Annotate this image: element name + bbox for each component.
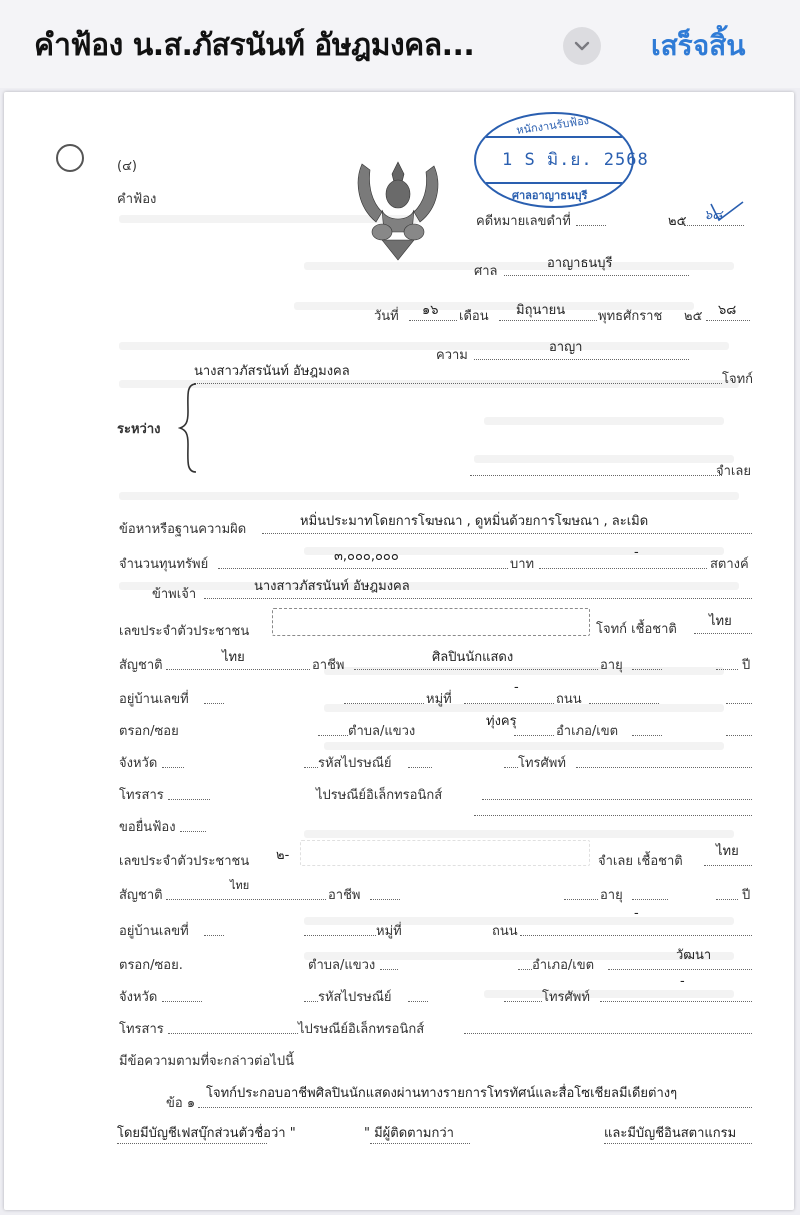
defendant-nationality: ไทย [230, 879, 250, 892]
day-value: ๑๖ [422, 303, 439, 318]
defendant-nationality-label: สัญชาติ [119, 888, 163, 903]
dotted-line [344, 702, 424, 704]
dotted-line [166, 668, 310, 670]
bleed-through [119, 582, 739, 590]
claim-label: จำนวนทุนทรัพย์ [119, 557, 209, 572]
chevron-down-icon [574, 41, 590, 51]
year-suffix: ๖๘ [718, 303, 737, 318]
title-menu-button[interactable] [563, 27, 601, 65]
dotted-line [304, 766, 318, 768]
dotted-line [304, 934, 376, 936]
dotted-line [564, 898, 598, 900]
day-label: วันที่ [374, 309, 399, 324]
dotted-line [504, 274, 689, 276]
defendant-id-label: เลขประจำตัวประชาชน [119, 854, 250, 869]
plaintiff-age-label: อายุ [600, 658, 623, 673]
clause-1-label: ข้อ ๑ [166, 1096, 196, 1111]
claim-value: ๓,๐๐๐,๐๐๐ [334, 549, 399, 564]
dotted-line [504, 766, 518, 768]
year-prefix: ๒๕ [684, 309, 703, 324]
dotted-line [304, 1000, 318, 1002]
plaintiff-soi-label: ตรอก/ซอย [119, 724, 179, 739]
charge-value: หมิ่นประมาทโดยการโฆษณา , ดูหมิ่นด้วยการโฆษณา , ละเมิด [300, 514, 649, 529]
dotted-line [166, 898, 326, 900]
plaintiff-id-label: เลขประจำตัวประชาชน [119, 624, 250, 639]
stamp-date: 1 S มิ.ย. 2568 [502, 150, 649, 170]
defendant-moo-label: หมู่ที่ [376, 924, 402, 939]
sue-label: ขอยื่นฟ้อง [119, 820, 176, 835]
dotted-line [318, 734, 348, 736]
dotted-line [180, 830, 206, 832]
stamp-line [486, 136, 622, 138]
defendant-district: วัฒนา [676, 948, 712, 963]
done-button[interactable]: เสร็จสิ้น [651, 29, 746, 62]
bleed-through [484, 417, 724, 425]
defendant-postal-label: รหัสไปรษณีย์ [318, 990, 392, 1005]
dotted-line [117, 1142, 267, 1144]
clause-1-line2-instagram: และมีบัญชีอินสตาแกรม [604, 1126, 737, 1141]
case-number-label: คดีหมายเลขดำที่ [476, 214, 571, 229]
form-title: คำฟ้อง [117, 192, 157, 207]
dotted-line [204, 702, 224, 704]
dotted-line [520, 934, 752, 936]
clause-1-text: โจทก์ประกอบอาชีพศิลปินนักแสดงผ่านทางรายการโทรทัศน์และสื่อโซเชียลมีเดียต่างๆ [206, 1086, 678, 1101]
dotted-line [518, 968, 532, 970]
dotted-line [204, 597, 752, 599]
defendant-email-label: ไปรษณีย์อิเล็กทรอนิกส์ [298, 1022, 425, 1037]
defendant-fax-label: โทรสาร [119, 1022, 164, 1037]
dotted-line [684, 224, 744, 226]
dotted-line [482, 798, 752, 800]
defendant-phone: - [680, 974, 685, 989]
dotted-line [589, 702, 659, 704]
dotted-line [168, 798, 210, 800]
plaintiff-subdistrict-label: ตำบล/แขวง [348, 724, 416, 739]
dotted-line [204, 934, 224, 936]
dotted-line [604, 1142, 752, 1144]
form-number: (๔) [117, 159, 137, 174]
dotted-line [408, 766, 432, 768]
defendant-soi-label: ตรอก/ซอย. [119, 958, 183, 973]
bleed-through [119, 342, 729, 350]
filer-label: ข้าพเจ้า [152, 587, 197, 602]
defendant-subdistrict-label: ตำบล/แขวง [308, 958, 376, 973]
defendant-phone-label: โทรศัพท์ [542, 990, 590, 1005]
bleed-through [304, 917, 734, 925]
dotted-line [608, 968, 752, 970]
dotted-line [706, 319, 750, 321]
dotted-line [470, 474, 722, 476]
plaintiff-occupation-label: อาชีพ [312, 658, 345, 673]
dotted-line [464, 702, 554, 704]
dotted-line [576, 766, 752, 768]
court-label: ศาล [474, 264, 498, 279]
document-title: คำฟ้อง น.ส.ภัสรนันท์ อัษฎมงคล... [34, 28, 475, 63]
redacted-id-box [272, 608, 590, 636]
dotted-line [632, 898, 668, 900]
case-number-value: ๒๕ [668, 214, 687, 229]
charge-label: ข้อหาหรือฐานความผิด [119, 522, 247, 537]
between-label: ระหว่าง [117, 422, 161, 437]
defendant-age-unit: ปี [742, 888, 751, 903]
dotted-line [162, 1000, 202, 1002]
satang-label: สตางค์ [710, 557, 749, 572]
redacted-id-box [300, 840, 590, 866]
bleed-through [484, 990, 734, 998]
filer-value: นางสาวภัสรนันท์ อัษฎมงคล [254, 579, 410, 594]
bleed-through [304, 830, 734, 838]
dotted-line [539, 567, 707, 569]
dotted-line [218, 567, 508, 569]
plaintiff-province-label: จังหวัด [119, 756, 158, 771]
defendant-road: - [634, 906, 639, 921]
clause-1-line2-facebook: โดยมีบัญชีเฟสบุ๊กส่วนตัวชื่อว่า " [117, 1126, 296, 1141]
dotted-line [716, 668, 738, 670]
dotted-line [370, 1142, 470, 1144]
dotted-line [262, 532, 752, 534]
top-bar [0, 0, 800, 88]
plaintiff-fax-label: โทรสาร [119, 788, 164, 803]
baht-label: บาท [510, 557, 535, 572]
dotted-line [370, 898, 400, 900]
dotted-line [726, 734, 752, 736]
matter-label: ความ [436, 348, 468, 363]
plaintiff-email-label: ไปรษณีย์อิเล็กทรอนิกส์ [316, 788, 443, 803]
month-label: เดือน [459, 309, 489, 324]
dotted-line [726, 702, 752, 704]
statement-intro: มีข้อความตามที่จะกล่าวต่อไปนี้ [119, 1054, 294, 1069]
defendant-district-label: อำเภอ/เขต [532, 958, 595, 973]
defendant-id-prefix: ๒- [276, 848, 290, 863]
dotted-line [514, 734, 554, 736]
curly-brace-icon [178, 382, 200, 474]
plaintiff-phone-label: โทรศัพท์ [518, 756, 566, 771]
plaintiff-moo-label: หมู่ที่ [426, 692, 452, 707]
bleed-through [324, 742, 724, 750]
satang-value: - [634, 545, 639, 560]
plaintiff-postal-label: รหัสไปรษณีย์ [318, 756, 392, 771]
plaintiff-age-unit: ปี [742, 658, 751, 673]
dotted-line [694, 632, 752, 634]
dotted-line [600, 1000, 752, 1002]
bleed-through [304, 262, 734, 270]
case-year-handwritten: ๖๘ [704, 208, 723, 223]
dotted-line [704, 864, 752, 866]
dotted-line [632, 734, 662, 736]
plaintiff-ethnicity: ไทย [709, 614, 732, 629]
plaintiff-nationality: ไทย [222, 650, 245, 665]
defendant-role-label: จำเลย [716, 464, 751, 479]
court-value: อาญาธนบุรี [547, 256, 613, 271]
clause-1-line2-followers: " มีผู้ติดตามกว่า [364, 1126, 454, 1141]
dotted-line [198, 1106, 752, 1108]
garuda-emblem-icon [352, 152, 444, 262]
plaintiff-name: นางสาวภัสรนันท์ อัษฎมงคล [194, 364, 350, 379]
dotted-line [409, 319, 457, 321]
month-value: มิถุนายน [516, 303, 566, 318]
defendant-ethnicity: ไทย [716, 844, 739, 859]
plaintiff-role-ethnicity-label: โจทก์ เชื้อชาติ [596, 622, 677, 637]
dotted-line [464, 1032, 752, 1034]
defendant-road-label: ถนน [492, 924, 518, 939]
plaintiff-moo: - [514, 680, 519, 695]
dotted-line [474, 358, 689, 360]
bleed-through [474, 455, 734, 463]
dotted-line [474, 814, 752, 816]
plaintiff-role-label: โจทก์ [722, 372, 754, 387]
matter-value: อาญา [549, 340, 583, 355]
dotted-line [576, 224, 606, 226]
stamp-bottom-text: ศาลอาญาธนบุรี [512, 189, 588, 202]
defendant-house-label: อยู่บ้านเลขที่ [119, 924, 189, 939]
year-label: พุทธศักราช [598, 309, 663, 324]
bleed-through [119, 492, 739, 500]
plaintiff-nationality-label: สัญชาติ [119, 658, 163, 673]
dotted-line [504, 1000, 542, 1002]
plaintiff-occupation: ศิลปินนักแสดง [432, 650, 514, 665]
handwritten-checkmark-icon [709, 200, 745, 226]
court-reception-stamp [474, 112, 649, 208]
dotted-line [194, 382, 722, 384]
punch-hole [56, 144, 84, 172]
defendant-province-label: จังหวัด [119, 990, 158, 1005]
plaintiff-district-label: อำเภอ/เขต [556, 724, 619, 739]
defendant-age-label: อายุ [600, 888, 623, 903]
document-page [4, 92, 794, 1210]
bleed-through [324, 704, 724, 712]
plaintiff-subdistrict: ทุ่งครุ [486, 714, 517, 729]
dotted-line [716, 898, 738, 900]
stamp-top-text: หนักงานรับฟ้อง [515, 113, 590, 138]
dotted-line [499, 319, 597, 321]
defendant-role-ethnicity-label: จำเลย เชื้อชาติ [598, 854, 683, 869]
plaintiff-road-label: ถนน [556, 692, 582, 707]
dotted-line [380, 968, 398, 970]
dotted-line [354, 668, 598, 670]
defendant-occupation-label: อาชีพ [328, 888, 361, 903]
stamp-line [486, 182, 622, 184]
plaintiff-house-label: อยู่บ้านเลขที่ [119, 692, 189, 707]
dotted-line [632, 668, 662, 670]
dotted-line [162, 766, 184, 768]
dotted-line [168, 1032, 298, 1034]
dotted-line [408, 1000, 428, 1002]
